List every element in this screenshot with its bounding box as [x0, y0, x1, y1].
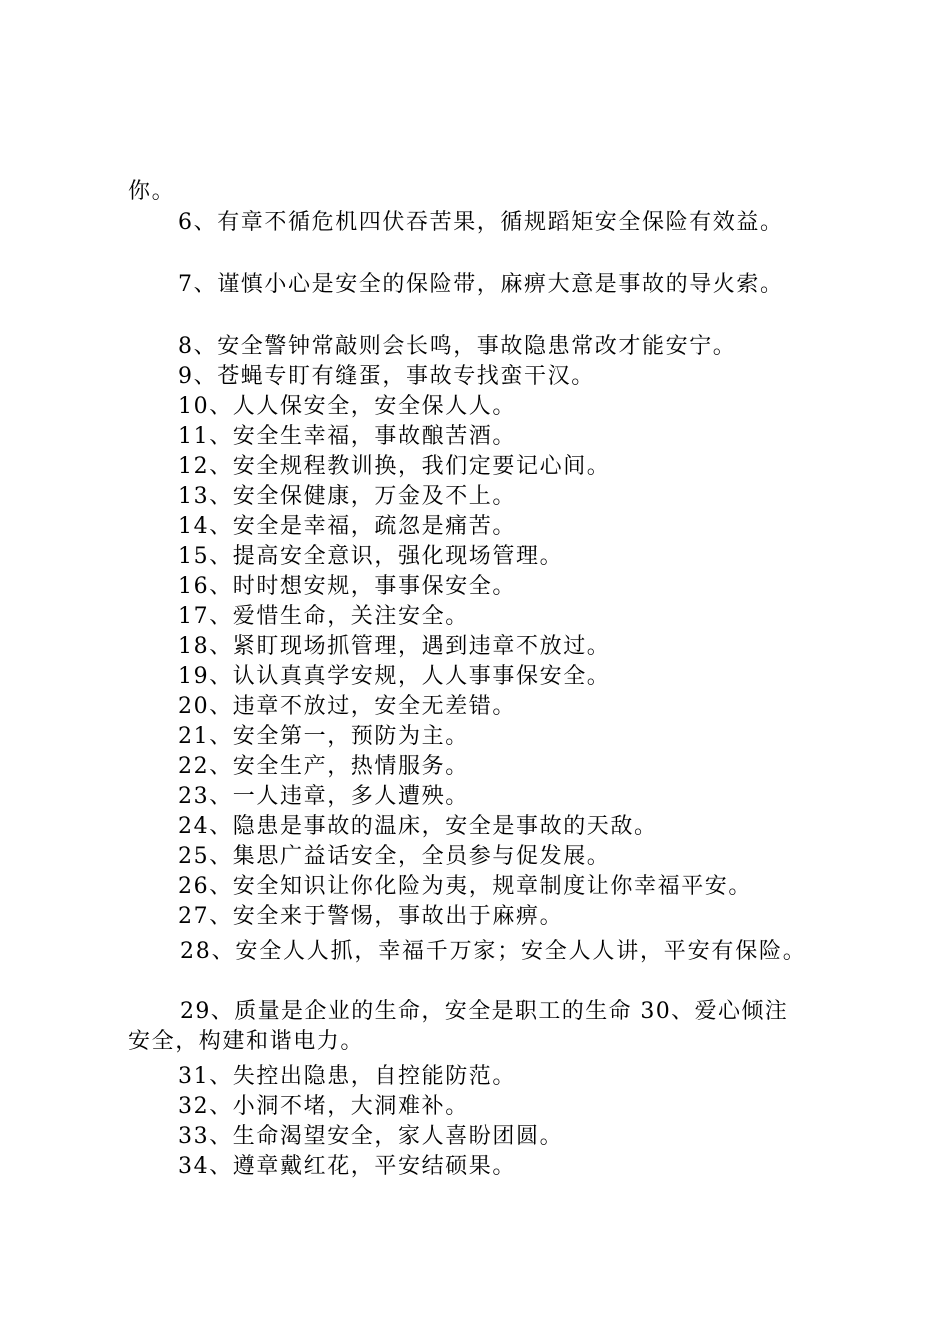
slogan-23: 23、一人违章，多人遭殃。	[178, 784, 469, 809]
slogan-22: 22、安全生产，热情服务。	[178, 754, 469, 779]
slogan-31: 31、失控出隐患，自控能防范。	[178, 1064, 516, 1089]
slogan-11: 11、安全生幸福，事故酿苦酒。	[178, 424, 516, 449]
slogan-15: 15、提高安全意识，强化现场管理。	[178, 544, 564, 569]
slogan-17: 17、爱惜生命，关注安全。	[178, 604, 469, 629]
slogan-32: 32、小洞不堵，大洞难补。	[178, 1094, 469, 1119]
slogan-18: 18、紧盯现场抓管理，遇到违章不放过。	[178, 634, 611, 659]
slogan-19: 19、认认真真学安规，人人事事保安全。	[178, 664, 611, 689]
slogan-10: 10、人人保安全，安全保人人。	[178, 394, 516, 419]
slogan-12: 12、安全规程教训换，我们定要记心间。	[178, 454, 611, 479]
slogan-24: 24、隐患是事故的温床，安全是事故的天敌。	[178, 814, 658, 839]
slogan-8: 8、安全警钟常敲则会长鸣，事故隐患常改才能安宁。	[178, 334, 737, 359]
slogan-25: 25、集思广益话安全，全员参与促发展。	[178, 844, 611, 869]
slogan-29-30: 29、质量是企业的生命，安全是职工的生命 30、爱心倾注	[180, 999, 789, 1024]
slogan-16: 16、时时想安规，事事保安全。	[178, 574, 516, 599]
slogan-27: 27、安全来于警惕，事故出于麻痹。	[178, 904, 564, 929]
slogan-14: 14、安全是幸福，疏忽是痛苦。	[178, 514, 516, 539]
slogan-26: 26、安全知识让你化险为夷，规章制度让你幸福平安。	[178, 874, 752, 899]
slogan-33: 33、生命渴望安全，家人喜盼团圆。	[178, 1124, 564, 1149]
slogan-20: 20、违章不放过，安全无差错。	[178, 694, 516, 719]
slogan-7: 7、谨慎小心是安全的保险带，麻痹大意是事故的导火索。	[178, 272, 784, 297]
slogan-6: 6、有章不循危机四伏吞苦果，循规蹈矩安全保险有效益。	[178, 210, 784, 235]
slogan-28: 28、安全人人抓，幸福千万家；安全人人讲，平安有保险。	[180, 939, 807, 964]
slogan-30-continuation: 安全，构建和谐电力。	[128, 1029, 365, 1054]
slogan-21: 21、安全第一，预防为主。	[178, 724, 469, 749]
slogan-34: 34、遵章戴红花，平安结硕果。	[178, 1154, 516, 1179]
slogan-9: 9、苍蝇专盯有缝蛋，事故专找蛮干汉。	[178, 364, 595, 389]
text-line: 你。	[128, 179, 176, 204]
slogan-13: 13、安全保健康，万金及不上。	[178, 484, 516, 509]
